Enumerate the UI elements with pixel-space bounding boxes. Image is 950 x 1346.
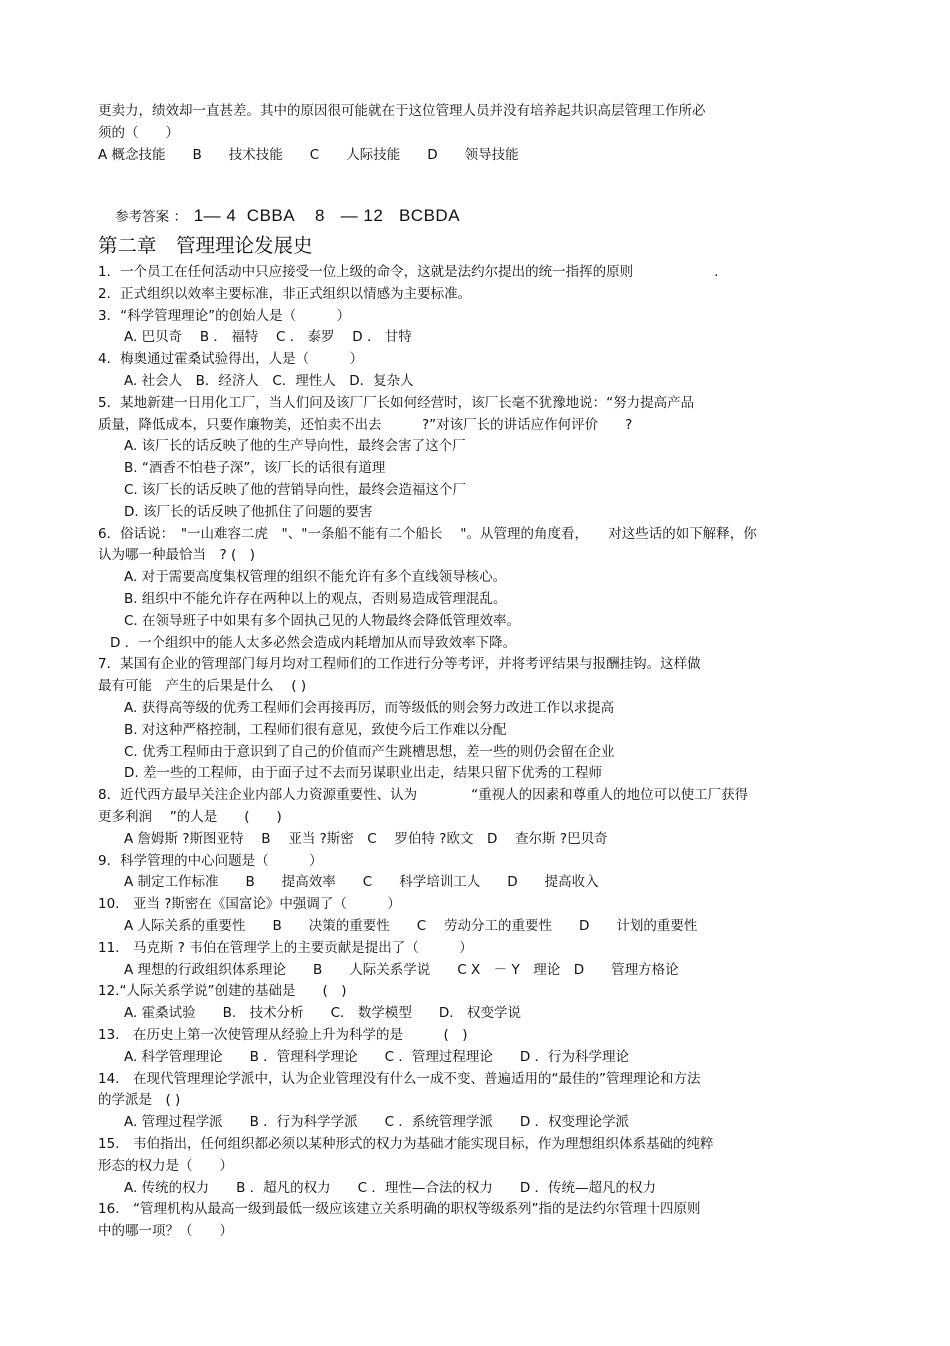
question-line: 的学派是 ( ) [98,1092,181,1109]
question-line: 13. 在历史上第一次使管理从经验上升为科学的是 ( ) [98,1027,468,1043]
question-line: 中的哪一项？（ ） [98,1223,233,1240]
option-line: A. 对于需要高度集权管理的组织不能允许有多个直线领导核心。 [124,569,507,586]
question-line: 5．某地新建一日用化工厂，当人们问及该厂厂长如何经营时，该厂长毫不犹豫地说：“努力提高产品 [98,394,695,411]
question-line: 9．科学管理的中心问题是（ ） [98,852,323,869]
option-line: A. 巴贝奇 B ． 福特 C ． 泰罗 D ． 甘特 [124,329,412,346]
question-line: 12.“人际关系学说”创建的基础是 ( ) [98,983,347,1000]
option-line: A. 获得高等级的优秀工程师们会再接再厉，而等级低的则会努力改进工作以求提高 [124,700,615,716]
question-line: 2．正式组织以效率主要标准，非正式组织以情感为主要标准。 [98,285,472,302]
question-line: 1．一个员工在任何活动中只应接受一位上级的命令，这就是法约尔提出的统一指挥的原则 . [98,264,719,280]
question-line: 7．某国有企业的管理部门每月均对工程师们的工作进行分等考评，并将考评结果与报酬挂钩。这样做 [98,656,701,673]
option-line: A 人际关系的重要性 B 决策的重要性 C 劳动分工的重要性 D 计划的重要性 [124,918,698,934]
question-line: 质量，降低成本，只要作廉物美，还怕卖不出去 ?”对该厂长的讲话应作何评价 ? [98,416,633,433]
option-line: D ．一个组织中的能人太多必然会造成内耗增加从而导致效率下降。 [110,634,517,651]
option-line: B. 组织中不能允许存在两种以上的观点，否则易造成管理混乱。 [124,591,507,607]
question-line: 最有可能 产生的后果是什么 ( ) [98,678,307,695]
answer-key-codes: 1— 4 CBBA 8 — 12 BCBDA [193,206,461,225]
question-line: 11. 马克斯 ? 韦伯在管理学上的主要贡献是提出了（ ） [98,939,473,956]
question-line: 14. 在现代管理理论学派中，认为企业管理没有什么一成不变、普遍适用的“最佳的”管理理论和方法 [98,1070,701,1087]
option-line: A. 传统的权力 B ．超凡的权力 C ．理性—合法的权力 D ．传统—超凡的权力 [124,1179,657,1196]
option-line: A. 霍桑试验 B. 技术分析 C. 数学模型 D. 权变学说 [124,1005,522,1022]
option-line: D. 该厂长的话反映了他抓住了问题的要害 [124,503,373,520]
answer-key-label: 参考答案 ： [115,209,181,225]
question-line: 15. 韦伯指出，任何组织都必须以某种形式的权力为基础才能实现目标，作为理想组织体系基础的纯粹 [98,1136,714,1152]
question-line: 8．近代西方最早关注企业内部人力资源重要性、认为 “重视人的因素和尊重人的地位可以使工厂获得 [98,787,749,804]
option-line: A 制定工作标准 B 提高效率 C 科学培训工人 D 提高收入 [124,874,599,891]
option-line: D. 差一些的工程师，由于面子过不去而另谋职业出走，结果只留下优秀的工程师 [124,765,602,782]
option-line: A. 该厂长的话反映了他的生产导向性，最终会害了这个厂 [124,438,466,455]
intro-line: 须的（ ） [98,125,179,141]
option-line: B. “酒香不怕巷子深”，该厂长的话很有道理 [124,460,386,477]
option-line: A. 管理过程学派 B ．行为科学学派 C ．系统管理学派 D ．权变理论学派 [124,1114,630,1131]
option-line: A 理想的行政组织体系理论 B 人际关系学说 C X － Y 理论 D 管理方格论 [124,961,679,978]
option-line: A. 社会人 B．经济人 C．理性人 D．复杂人 [124,373,414,389]
question-line: 16. “管理机构从最高一级到最低一级应该建立关系明确的职权等级系列”指的是法约尔管理十四原则 [98,1201,701,1218]
option-line: A 詹姆斯 ?斯图亚特 B 亚当 ?斯密 C 罗伯特 ?欧文 D 查尔斯 ?巴贝奇 [124,830,608,847]
intro-line: A 概念技能 B 技术技能 C 人际技能 D 领导技能 [98,147,519,163]
option-line: B. 对这种严格控制，工程师们很有意见，致使今后工作难以分配 [124,721,507,738]
chapter-title: 第二章 管理理论发展史 [98,234,313,257]
question-line: 3．“科学管理理论”的创始人是（ ） [98,307,351,324]
option-line: A. 科学管理理论 B ．管理科学理论 C ．管理过程理论 D ．行为科学理论 [124,1048,630,1065]
intro-line: 更卖力，绩效却一直甚差。其中的原因很可能就在于这位管理人员并没有培养起共识高层管理工作所必 [98,103,706,119]
question-line: 形态的权力是（ ） [98,1157,233,1174]
question-line: 6．俗话说： "一山难容二虎 "、"一条船不能有二个船长 "。从管理的角度看， 对这些话的如下解释，你 [98,525,757,542]
question-line: 4．梅奥通过霍桑试验得出，人是（ ） [98,351,364,368]
option-line: C. 该厂长的话反映了他的营销导向性，最终会造福这个厂 [124,482,467,498]
option-line: C. 在领导班子中如果有多个固执己见的人物最终会降低管理效率。 [124,612,521,629]
question-line: 认为哪一种最恰当 ? ( ) [98,547,255,564]
question-line: 10. 亚当 ?斯密在《国富论》中强调了（ ） [98,896,401,913]
question-line: 更多利润 ”的人是 ( ) [98,809,282,825]
option-line: C. 优秀工程师由于意识到了自己的价值而产生跳槽思想，差一些的则仍会留在企业 [124,743,615,760]
